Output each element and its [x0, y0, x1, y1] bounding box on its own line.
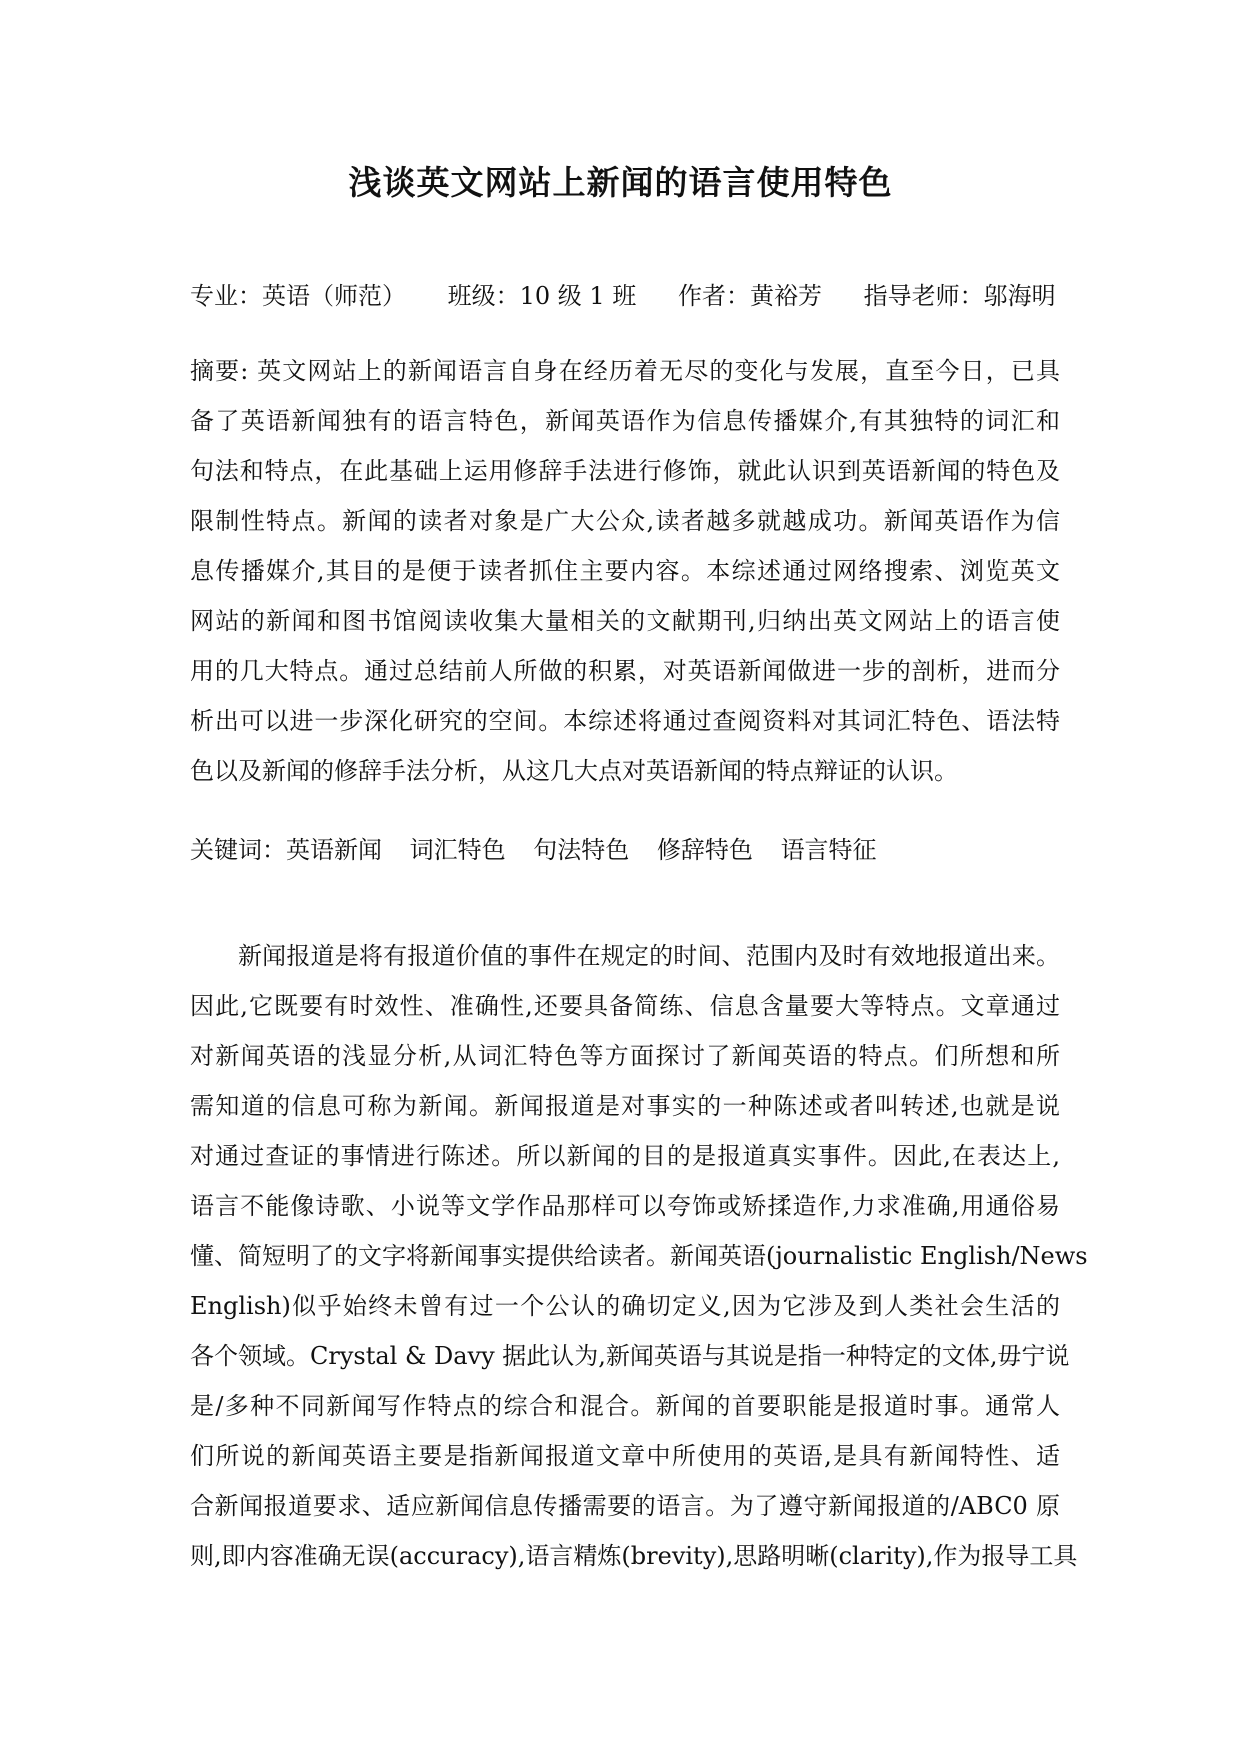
body-line: 对新闻英语的浅显分析,从词汇特色等方面探讨了新闻英语的特点。们所想和所 [190, 1042, 1060, 1070]
class-field: 班级：10 级 1 班 [447, 282, 637, 310]
body-line: 合新闻报道要求、适应新闻信息传播需要的语言。为了遵守新闻报道的/ABC0 原 [190, 1492, 1060, 1520]
abstract-line: 网站的新闻和图书馆阅读收集大量相关的文献期刊,归纳出英文网站上的语言使 [190, 607, 1060, 635]
abstract-line: 析出可以进一步深化研究的空间。本综述将通过查阅资料对其词汇特色、语法特 [190, 707, 1060, 735]
body-line: 则,即内容准确无误(accuracy),语言精炼(brevity),思路明晰(clarity),作为报导工具 [190, 1542, 1078, 1570]
abstract-line: 色以及新闻的修辞手法分析，从这几大点对英语新闻的特点辩证的认识。 [190, 757, 958, 785]
abstract-line: 句法和特点，在此基础上运用修辞手法进行修饰，就此认识到英语新闻的特色及 [190, 457, 1060, 485]
keyword-item: 修辞特色 [656, 836, 753, 864]
body-line: 们所说的新闻英语主要是指新闻报道文章中所使用的英语,是具有新闻特性、适 [190, 1442, 1060, 1470]
advisor-field: 指导老师：邬海明 [863, 282, 1056, 310]
keywords-label: 关键词：英语新闻 [190, 836, 382, 864]
body-line: English)似乎始终未曾有过一个公认的确切定义,因为它涉及到人类社会生活的 [190, 1292, 1060, 1320]
body-line: 语言不能像诗歌、小说等文学作品那样可以夸饰或矫揉造作,力求准确,用通俗易 [190, 1192, 1060, 1220]
abstract-line: 用的几大特点。通过总结前人所做的积累，对英语新闻做进一步的剖析，进而分 [190, 657, 1060, 685]
abstract-line: 息传播媒介,其目的是便于读者抓住主要内容。本综述通过网络搜索、浏览英文 [190, 557, 1060, 585]
author-info-line [190, 276, 1070, 316]
author-field: 作者：黄裕芳 [677, 282, 822, 310]
abstract-line: 限制性特点。新闻的读者对象是广大公众,读者越多就越成功。新闻英语作为信 [190, 507, 1060, 535]
abstract-paragraph [190, 346, 1060, 796]
body-line: 需知道的信息可称为新闻。新闻报道是对事实的一种陈述或者叫转述,也就是说 [190, 1092, 1060, 1120]
body-paragraph [190, 931, 1088, 1581]
keyword-item: 语言特征 [780, 836, 877, 864]
abstract-line: 摘要: 英文网站上的新闻语言自身在经历着无尽的变化与发展，直至今日，已具 [190, 357, 1060, 385]
body-line: 各个领域。Crystal & Davy 据此认为,新闻英语与其说是指一种特定的文体,毋宁说 [190, 1342, 1070, 1370]
body-line: 新闻报道是将有报道价值的事件在规定的时间、范围内及时有效地报道出来。 [238, 942, 1060, 970]
abstract-line: 备了英语新闻独有的语言特色，新闻英语作为信息传播媒介,有其独特的词汇和 [190, 407, 1060, 435]
major-field: 专业：英语（师范） [190, 282, 406, 310]
body-line: 因此,它既要有时效性、准确性,还要具备简练、信息含量要大等特点。文章通过 [190, 992, 1060, 1020]
keyword-item: 词汇特色 [409, 836, 506, 864]
body-line: 是/多种不同新闻写作特点的综合和混合。新闻的首要职能是报道时事。通常人 [190, 1392, 1060, 1420]
keyword-item: 句法特色 [533, 836, 630, 864]
document-title: 浅谈英文网站上新闻的语言使用特色 [348, 163, 893, 202]
body-line: 懂、简短明了的文字将新闻事实提供给读者。新闻英语(journalistic English/News [190, 1242, 1088, 1270]
body-line: 对通过查证的事情进行陈述。所以新闻的目的是报道真实事件。因此,在表达上, [190, 1142, 1060, 1170]
keywords-line [190, 830, 897, 870]
